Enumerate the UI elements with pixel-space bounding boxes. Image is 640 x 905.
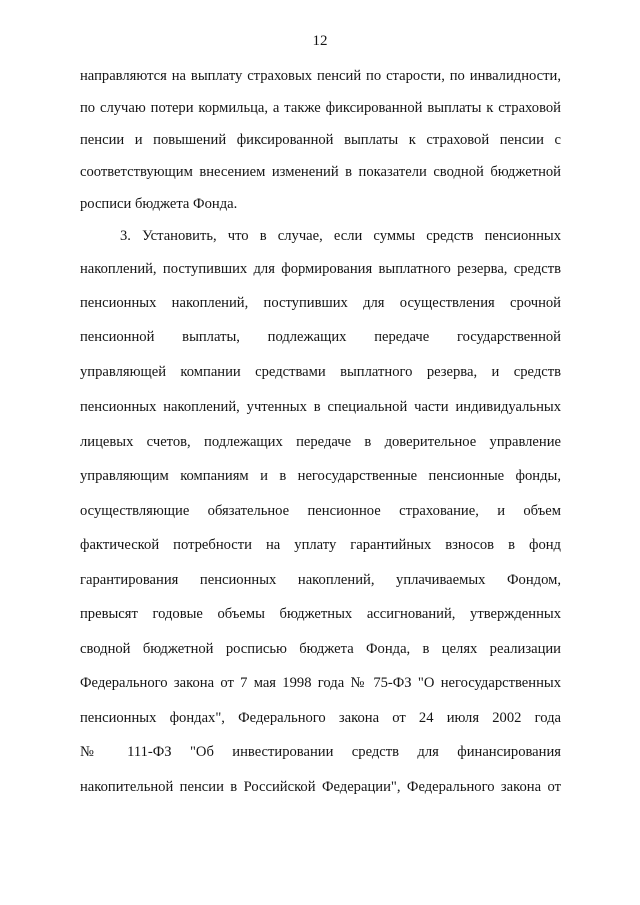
text-line: Федерального закона от 7 мая 1998 года № 75-ФЗ "О негосударственных: [80, 675, 561, 691]
text-line: сводной бюджетной росписью бюджета Фонда, в целях реализации: [80, 641, 561, 657]
text-line: лицевых счетов, подлежащих передаче в доверительное управление: [80, 434, 561, 450]
text-line: осуществляющие обязательное пенсионное страхование, и объем: [80, 503, 561, 519]
text-line: соответствующим внесением изменений в показатели сводной бюджетной: [80, 164, 561, 180]
paragraph-start-line: 3. Установить, что в случае, если суммы средств пенсионных: [120, 228, 561, 244]
page-number: 12: [312, 33, 328, 49]
text-line: пенсионных фондах", Федерального закона от 24 июля 2002 года: [80, 710, 561, 726]
text-line: росписи бюджета Фонда.: [80, 196, 238, 212]
text-line: накопительной пенсии в Российской Федерации", Федерального закона от: [80, 779, 561, 795]
text-line: фактической потребности на уплату гарантийных взносов в фонд: [80, 537, 561, 553]
text-line: направляются на выплату страховых пенсий по старости, по инвалидности,: [80, 68, 561, 84]
text-line: пенсионных накоплений, учтенных в специальной части индивидуальных: [80, 399, 561, 415]
text-line: превысят годовые объемы бюджетных ассигнований, утвержденных: [80, 606, 561, 622]
text-line: № 111-ФЗ "Об инвестировании средств для финансирования: [80, 744, 561, 760]
text-line: пенсионных накоплений, поступивших для осуществления срочной: [80, 295, 561, 311]
text-line: накоплений, поступивших для формирования выплатного резерва, средств: [80, 261, 561, 277]
text-line: управляющей компании средствами выплатного резерва, и средств: [80, 364, 561, 380]
text-line: гарантирования пенсионных накоплений, уплачиваемых Фондом,: [80, 572, 561, 588]
text-line: управляющим компаниям и в негосударственные пенсионные фонды,: [80, 468, 561, 484]
text-line: пенсии и повышений фиксированной выплаты к страховой пенсии с: [80, 132, 561, 148]
text-line: по случаю потери кормильца, а также фиксированной выплаты к страховой: [80, 100, 561, 116]
text-line: пенсионной выплаты, подлежащих передаче государственной: [80, 329, 561, 345]
